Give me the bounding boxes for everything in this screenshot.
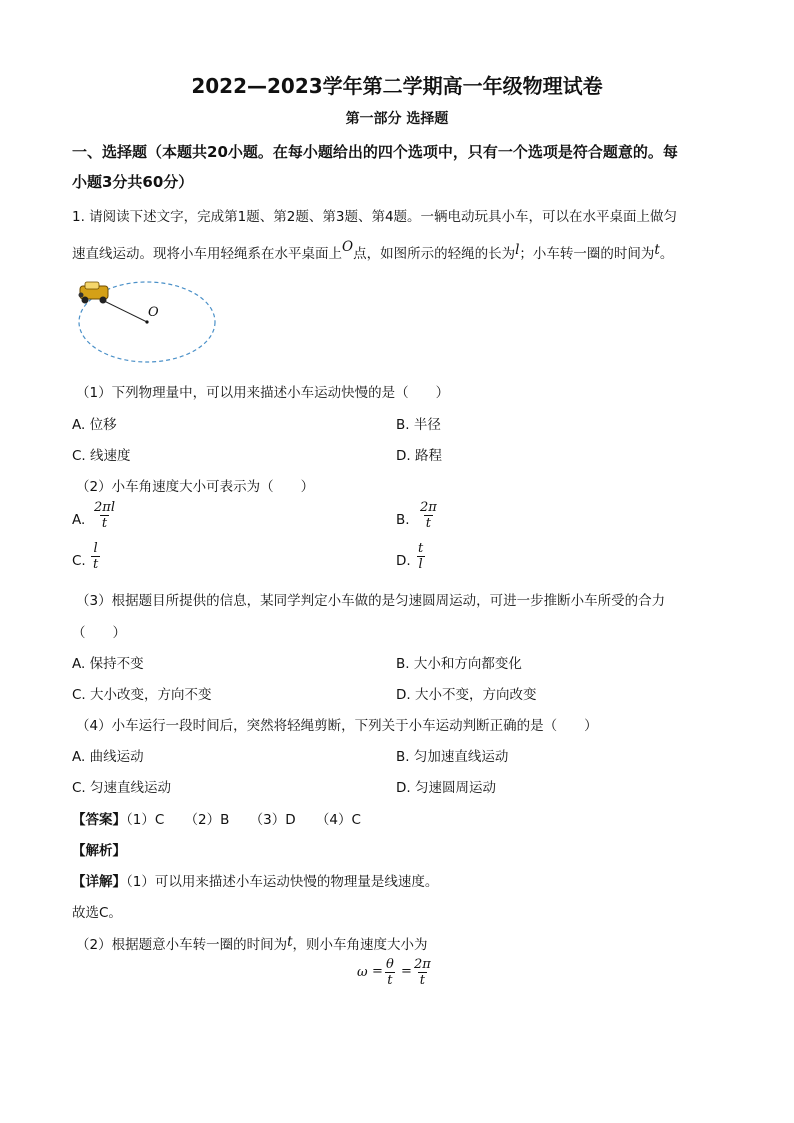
detail-text-3b: ，则小车角速度大小为 [292, 937, 428, 953]
fraction-2pi-over-t-result: $\frac{2\pi}{t}$ [414, 957, 431, 988]
sub3-stem-line1: （3）根据题目所提供的信息，某同学判定小车做的是匀速圆周运动，可进一步推断小车所受的合力 [76, 593, 666, 609]
detail-tag: 【详解】 [72, 874, 126, 890]
sub1-stem: （1）下列物理量中，可以用来描述小车运动快慢的是（ ） [76, 385, 450, 401]
intro-text-c: ；小车转一圈的时间为 [519, 246, 655, 262]
equals-1: = [372, 964, 383, 979]
center-label: O [148, 305, 159, 320]
sub2-option-b[interactable]: B. [396, 512, 410, 528]
sub3-option-d[interactable]: D. 大小不变，方向改变 [396, 687, 537, 703]
exam-title: 2022—2023学年第二学期高一年级物理试卷 [191, 74, 603, 98]
fraction-l-over-t: $\frac{l}{t}$ [93, 541, 99, 572]
sub3-option-b[interactable]: B. 大小和方向都变化 [396, 656, 522, 672]
sub1-option-a[interactable]: A. 位移 [72, 417, 117, 433]
section-heading-line2: 小题3分共60分） [72, 173, 194, 191]
toy-car-icon [79, 282, 109, 304]
equals-2: = [401, 964, 412, 979]
sub4-stem: （4）小车运行一段时间后，突然将轻绳剪断，下列关于小车运动判断正确的是（ ） [76, 718, 598, 734]
intro-text-b: 点，如图所示的轻绳的长为 [353, 246, 516, 262]
intro-text-d: 。 [659, 246, 674, 262]
sub4-option-d[interactable]: D. 匀速圆周运动 [396, 780, 496, 796]
detail-line1 [72, 870, 438, 890]
sub3-option-c[interactable]: C. 大小改变，方向不变 [72, 687, 212, 703]
section-heading-line1: 一、选择题（本题共20小题。在每小题给出的四个选项中，只有一个选项是符合题意的。每 [72, 143, 678, 161]
sub1-option-b[interactable]: B. 半径 [396, 417, 441, 433]
answer-line [72, 808, 361, 828]
sub2-option-d[interactable]: D. [396, 553, 411, 569]
sub3-option-a[interactable]: A. 保持不变 [72, 656, 144, 672]
symbol-t-2: t [287, 934, 293, 950]
symbol-O: O [342, 239, 354, 255]
sub4-option-a[interactable]: A. 曲线运动 [72, 749, 144, 765]
symbol-l: l [515, 242, 520, 258]
sub4-option-c[interactable]: C. 匀速直线运动 [72, 780, 172, 796]
sub1-option-d[interactable]: D. 路程 [396, 448, 442, 464]
circular-motion-figure [72, 280, 222, 370]
analysis-tag-text: 【解析】 [72, 843, 126, 859]
detail-text-1: （1）可以用来描述小车运动快慢的物理量是线速度。 [126, 874, 439, 890]
q1-intro-line1: 1. 请阅读下述文字，完成第1题、第2题、第3题、第4题。一辆电动玩具小车，可以在水平桌面上做匀 [72, 209, 678, 225]
fraction-theta-over-t: $\frac{\theta}{t}$ [386, 957, 394, 988]
q1-intro-line2 [72, 239, 674, 262]
detail-text-3a: （2）根据题意小车转一圈的时间为 [76, 937, 288, 953]
omega-symbol: ω [357, 965, 368, 980]
sub3-stem-line2: （ ） [72, 625, 126, 641]
symbol-t: t [654, 242, 660, 258]
fraction-2pi-l-over-t: $\frac{2\pi l}{t}$ [94, 500, 115, 531]
answer-tag: 【答案】 [72, 812, 126, 828]
intro-text-a: 速直线运动。现将小车用轻绳系在水平桌面上 [72, 246, 342, 262]
sub2-stem: （2）小车角速度大小可表示为（ ） [76, 479, 315, 495]
sub1-option-c[interactable]: C. 线速度 [72, 448, 131, 464]
fraction-2pi-over-t: $\frac{2\pi}{t}$ [420, 500, 437, 531]
sub4-option-b[interactable]: B. 匀加速直线运动 [396, 749, 509, 765]
sub2-option-a[interactable]: A. [72, 512, 86, 528]
analysis-tag [72, 839, 126, 859]
center-point [145, 320, 148, 323]
detail-line2: 故选C。 [72, 905, 122, 921]
answer-text: （1）C （2）B （3）D （4）C [126, 812, 361, 828]
detail-line3 [76, 933, 428, 953]
fraction-t-over-l: $\frac{t}{l}$ [418, 541, 424, 572]
part-title: 第一部分 选择题 [345, 111, 449, 127]
sub2-option-c[interactable]: C. [72, 553, 86, 569]
